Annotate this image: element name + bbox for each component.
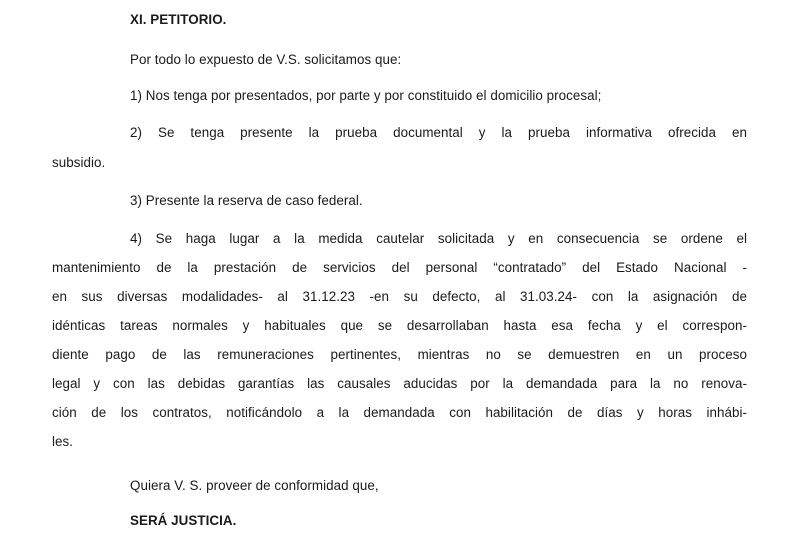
petition-item-1: 1) Nos tenga por presentados, por parte y por constituido el domicilio procesal; (130, 88, 602, 103)
petition-item-4-line-3: en sus diversas modalidades- al 31.12.23 -en su defecto, al 31.03.24- con la asignación de (52, 289, 747, 304)
petition-item-2-line-1: 2) Se tenga presente la prueba documental y la prueba informativa ofrecida en (130, 125, 747, 140)
petition-item-4-line-4: idénticas tareas normales y habituales que se desarrollaban hasta esa fecha y el correspon- (52, 318, 747, 333)
petition-item-4-line-7: ción de los contratos, notificándolo a la demandada con habilitación de días y horas inhábi- (52, 405, 747, 420)
section-heading: XI. PETITORIO. (130, 12, 227, 27)
petition-item-4-line-8: les. (52, 434, 74, 449)
intro-paragraph: Por todo lo expuesto de V.S. solicitamos que: (130, 52, 402, 67)
petition-item-4-line-6: legal y con las debidas garantías las causales aducidas por la demandada para la no renova- (52, 376, 747, 391)
petition-item-4-line-5: diente pago de las remuneraciones pertinentes, mientras no se demuestren en un proceso (52, 347, 747, 362)
petition-item-3: 3) Presente la reserva de caso federal. (130, 193, 363, 208)
petition-item-2-line-2: subsidio. (52, 155, 106, 170)
signature-line: SERÁ JUSTICIA. (130, 513, 237, 528)
petition-item-4-line-1: 4) Se haga lugar a la medida cautelar solicitada y en consecuencia se ordene el (130, 231, 747, 246)
closing-paragraph: Quiera V. S. proveer de conformidad que, (130, 478, 379, 493)
petition-item-4-line-2: mantenimiento de la prestación de servicios del personal “contratado” del Estado Nacional - (52, 260, 747, 275)
